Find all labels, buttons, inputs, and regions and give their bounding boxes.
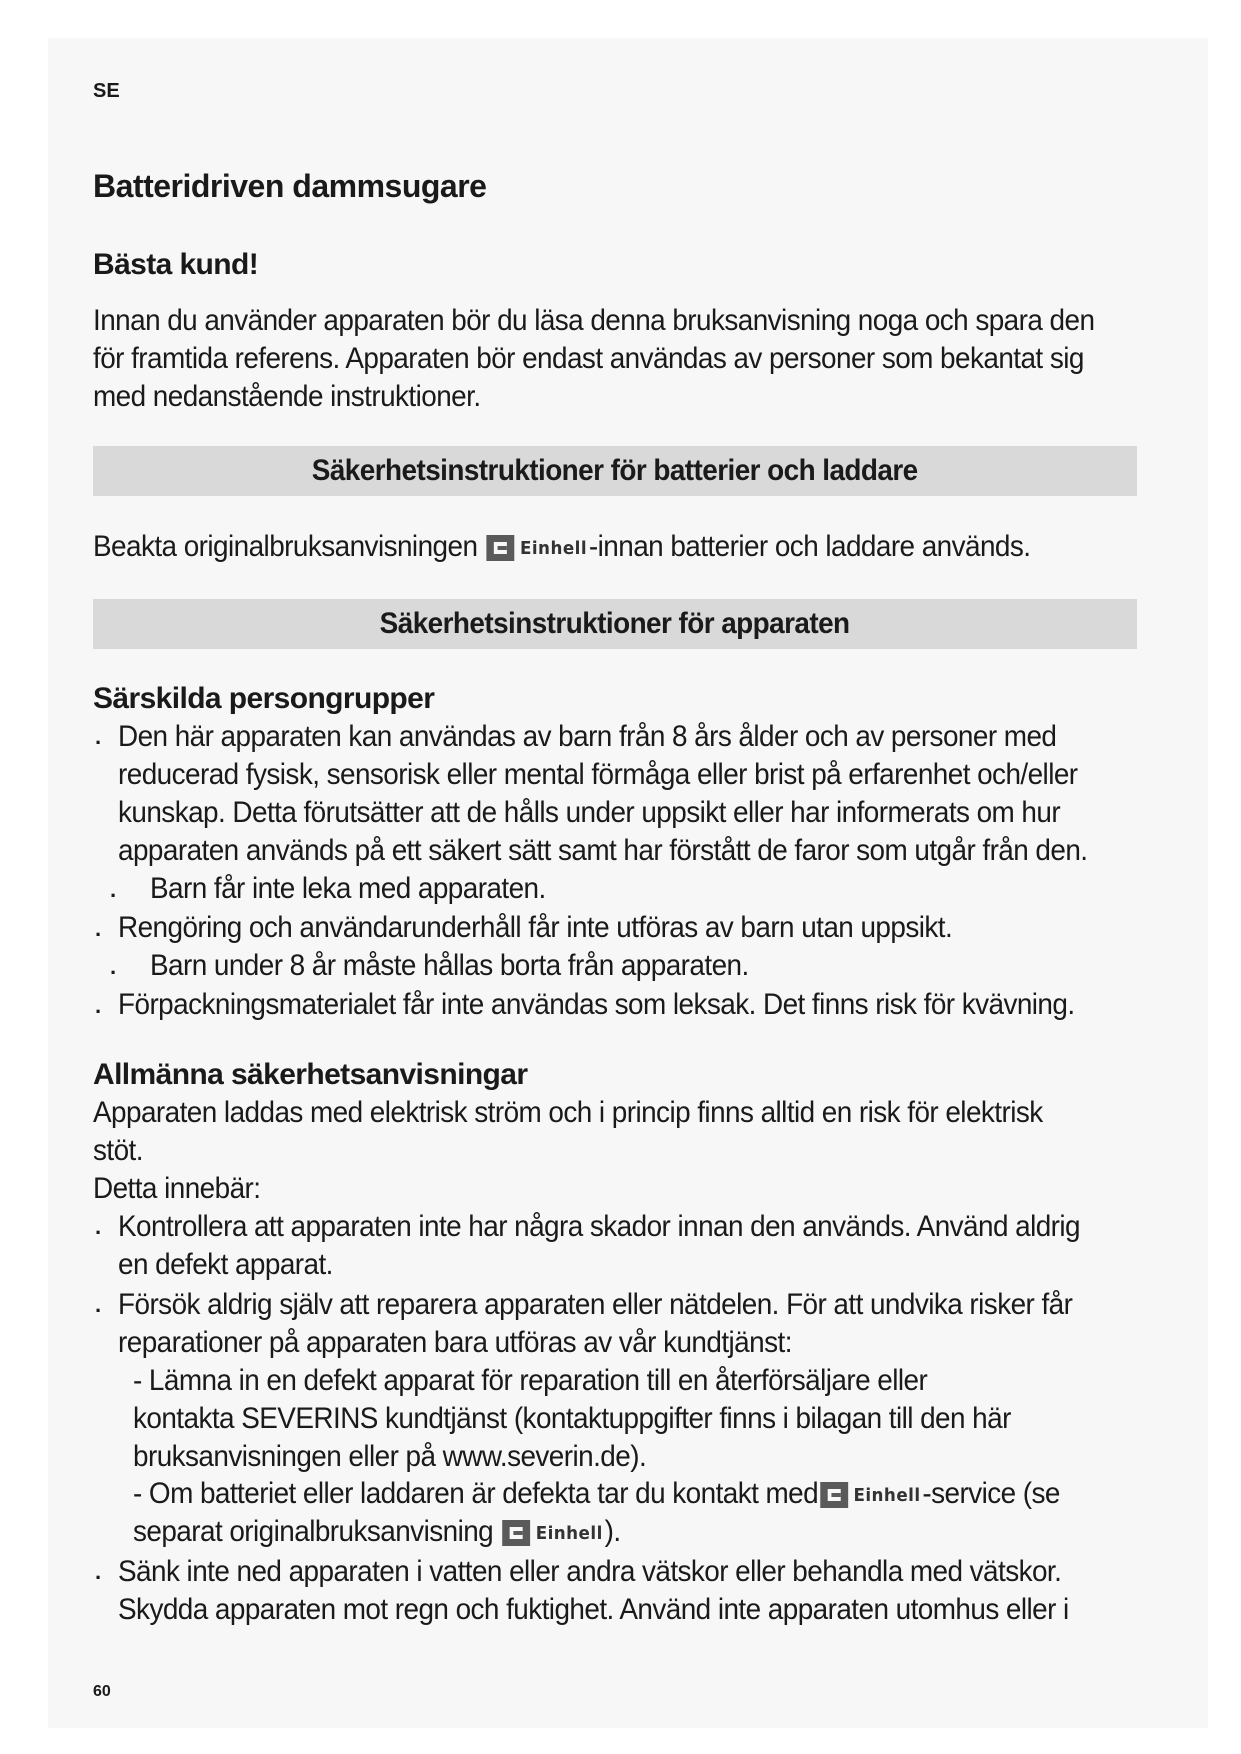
special-groups-sub-bullet-1: Barn får inte leka med apparaten. <box>150 872 546 905</box>
intro-paragraph <box>93 302 1094 416</box>
general-safety-heading: Allmänna säkerhetsanvisningar <box>93 1058 528 1091</box>
special-groups-sub-bullet-2: Barn under 8 år måste hållas borta från apparaten. <box>150 949 749 982</box>
repair-dash-item-2-line-2 <box>133 1515 621 1549</box>
section-bar-batteries <box>93 446 1137 496</box>
bullet-line: reparationer på apparaten bara utföras av vår kundtjänst: <box>118 1326 792 1359</box>
paragraph-line: stöt. <box>93 1134 143 1167</box>
bullet-icon: · <box>95 730 103 755</box>
bullet-line: Försök aldrig själv att reparera apparaten eller nätdelen. För att undvika risker får <box>118 1288 1073 1321</box>
language-code: SE <box>93 80 120 102</box>
bullet-icon: · <box>95 1298 103 1323</box>
page-number: 60 <box>93 1683 111 1700</box>
bullet-line: en defekt apparat. <box>118 1248 333 1281</box>
paragraph-line: Apparaten laddas med elektrisk ström och i princip finns alltid en risk för elektrisk <box>93 1096 1043 1129</box>
special-groups-bullet-2: Rengöring och användarunderhåll får inte utföras av barn utan uppsikt. <box>118 911 953 944</box>
general-safety-bullet-2 <box>118 1286 1072 1362</box>
dash-text: separat originalbruksanvisning <box>133 1515 494 1548</box>
bullet-icon: · <box>95 1220 103 1245</box>
bullet-line: Skydda apparaten mot regn och fuktighet. Använd inte apparaten utomhus eller i <box>118 1593 1069 1626</box>
einhell-logo-icon <box>820 1482 848 1508</box>
dash-line: kontakta SEVERINS kundtjänst (kontaktuppgifter finns i bilagan till den här <box>133 1402 1011 1435</box>
bullet-line: Kontrollera att apparaten inte har några skador innan den används. Använd aldrig <box>118 1210 1081 1243</box>
special-groups-bullet-3: Förpackningsmaterialet får inte användas som leksak. Det finns risk för kvävning. <box>118 988 1075 1021</box>
paragraph-line: Detta innebär: <box>93 1172 261 1205</box>
bullet-icon: · <box>95 999 103 1024</box>
batteries-note-text: Beakta originalbruksanvisningen <box>93 530 478 563</box>
dash-text-end: -service (se <box>922 1477 1060 1510</box>
dash-text-end: ). <box>604 1515 621 1548</box>
repair-dash-item-1 <box>133 1362 1011 1476</box>
intro-line: Innan du använder apparaten bör du läsa denna bruksanvisning noga och spara den <box>93 304 1095 337</box>
intro-line: för framtida referens. Apparaten bör endast användas av personer som bekantat sig <box>93 342 1084 375</box>
einhell-logo-icon <box>502 1520 530 1546</box>
batteries-note-text-end: -innan batterier och laddare används. <box>588 530 1031 563</box>
bullet-line: Den här apparaten kan användas av barn från 8 års ålder och av personer med <box>118 720 1057 753</box>
general-safety-intro <box>93 1094 1043 1208</box>
einhell-logo <box>502 1518 603 1548</box>
einhell-logo <box>486 533 587 563</box>
bullet-icon: · <box>110 883 118 908</box>
bullet-line: reducerad fysisk, sensorisk eller mental förmåga eller brist på erfarenhet och/eller <box>118 758 1078 791</box>
bullet-icon: · <box>95 1565 103 1590</box>
document-title: Batteridriven dammsugare <box>93 168 487 204</box>
bullet-icon: · <box>95 922 103 947</box>
section-bar-title: Säkerhetsinstruktioner för apparaten <box>380 607 850 640</box>
bullet-line: kunskap. Detta förutsätter att de hålls under uppsikt eller har informerats om hur <box>118 796 1061 829</box>
bullet-line: apparaten används på ett säkert sätt samt har förstått de faror som utgår från den. <box>118 834 1088 867</box>
intro-heading: Bästa kund! <box>93 248 259 281</box>
einhell-logo <box>820 1480 921 1510</box>
general-safety-bullet-3 <box>118 1553 1069 1629</box>
special-groups-heading: Särskilda persongrupper <box>93 682 435 715</box>
general-safety-bullet-1 <box>118 1208 1080 1284</box>
section-bar-device <box>93 599 1137 649</box>
batteries-note <box>93 530 1030 564</box>
dash-line: bruksanvisningen eller på www.severin.de). <box>133 1440 647 1473</box>
repair-dash-item-2 <box>133 1477 1060 1511</box>
einhell-logo-word: Einhell <box>853 1484 921 1506</box>
bullet-line: Sänk inte ned apparaten i vatten eller andra vätskor eller behandla med vätskor. <box>118 1555 1062 1588</box>
einhell-logo-word: Einhell <box>519 537 588 559</box>
dash-text: - Om batteriet eller laddaren är defekta tar du kontakt med <box>133 1477 819 1510</box>
section-bar-title: Säkerhetsinstruktioner för batterier och laddare <box>312 454 918 487</box>
bullet-icon: · <box>110 960 118 985</box>
intro-line: med nedanstående instruktioner. <box>93 380 481 413</box>
einhell-logo-word: Einhell <box>535 1522 603 1544</box>
einhell-logo-icon <box>486 535 514 561</box>
special-groups-bullet-1 <box>118 718 1087 870</box>
dash-line: - Lämna in en defekt apparat för reparation till en återförsäljare eller <box>133 1364 928 1397</box>
